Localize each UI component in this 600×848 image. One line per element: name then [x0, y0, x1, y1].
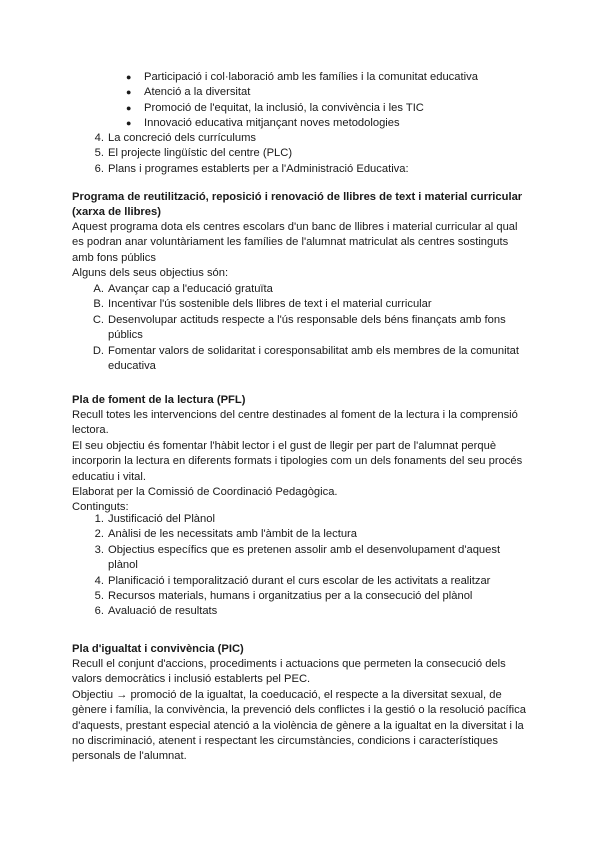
list-item: 3. Objectius específics que es pretenen assolir amb el desenvolupament d'aquest plànol — [94, 543, 501, 572]
list-item: B. Incentivar l'ús sostenible dels llibres de text i el material curricular — [93, 298, 432, 311]
list-item: ● Promoció de l'equitat, la inclusió, la convivència i les TIC — [144, 101, 544, 116]
list-item: A. Avançar cap a l'educació gratuïta — [93, 283, 273, 295]
list-item: 4. Planificació i temporalització durant el curs escolar de les activitats a realitzar — [94, 574, 491, 587]
list-item: 4. La concreció dels currículums — [94, 132, 256, 144]
list-item: C. Desenvolupar actituds respecte a l'ús responsable dels béns finançats amb fons públics — [92, 313, 506, 342]
bullet-icon: ● — [126, 87, 132, 98]
section-title-pfl: Pla de foment de la lectura (PFL) — [72, 394, 246, 406]
bullet-icon: ● — [126, 118, 132, 129]
list-item: ● Atenció a la diversitat — [144, 85, 544, 100]
section-title-reuse: Programa de reutilització, reposició i renovació de llibres de text i material curricular (xarxa de llibres) — [72, 191, 523, 219]
list-item: 2. Anàlisi de les necessitats amb l'àmbit de la lectura — [94, 528, 358, 541]
list-item: 5. El projecte lingüístic del centre (PLC) — [94, 147, 293, 160]
list-item: D. Fomentar valors de solidaritat i coresponsabilitat amb els membres de la comunitat educativa — [92, 344, 520, 373]
list-item: ● Innovació educativa mitjançant noves metodologies — [144, 116, 544, 131]
bullet-list — [126, 70, 544, 132]
list-item: 1. Justificació del Plànol — [94, 513, 215, 525]
section-body-pic: Recull el conjunt d'accions, procediments i actuacions que permeten la consecució dels valors democràtics i inclusió establerts pel PEC. Objectiu → promoció de la igualtat, la coeducació, el respecte a la diversitat sexual, de gènere i família, la convivència, la prevenció dels conflictes i la gestió o la resolució pacífica d'aquests, prestant especial atenció a la violència de gènere a la igualtat en la diversitat i la no discriminació, atenent i respectant les circumstàncies, condicions i característiques personals de l'alumnat. — [72, 658, 526, 763]
section-body-reuse: Aquest programa dota els centres escolars d'un banc de llibres i material curricular al qual es podran anar voluntàriament les famílies de l'alumnat matriculat als centres sostinguts amb fons públics Alguns dels seus objectius són: — [72, 221, 518, 280]
contents-list — [94, 512, 548, 620]
bullet-icon: ● — [126, 72, 132, 82]
bullet-icon: ● — [126, 102, 132, 113]
numbered-list — [94, 131, 548, 177]
section-body-pfl: Recull totes les intervencions del centre destinades al foment de la lectura i la comprensió lectora. El seu objectiu és fomentar l'hàbit lector i el gust de llegir per part de l'alumnat perquè incorporin la lectura en diferents formats i tipologies com un dels fonaments del seu procés educatiu i vital. Elaborat per la Comissió de Coordinació Pedagògica. Continguts: — [72, 409, 523, 514]
list-item: 5. Recursos materials, humans i organitzatius per a la consecució del plànol — [94, 590, 473, 603]
list-item: 6. Avaluació de resultats — [94, 605, 218, 618]
section-title-pic: Pla d'igualtat i convivència (PIC) — [72, 643, 244, 655]
list-item: 6. Plans i programes establerts per a l'Administració Educativa: — [94, 162, 409, 175]
objectives-list — [92, 282, 548, 374]
list-item: ● Participació i col·laboració amb les famílies i la comunitat educativa — [144, 70, 544, 85]
